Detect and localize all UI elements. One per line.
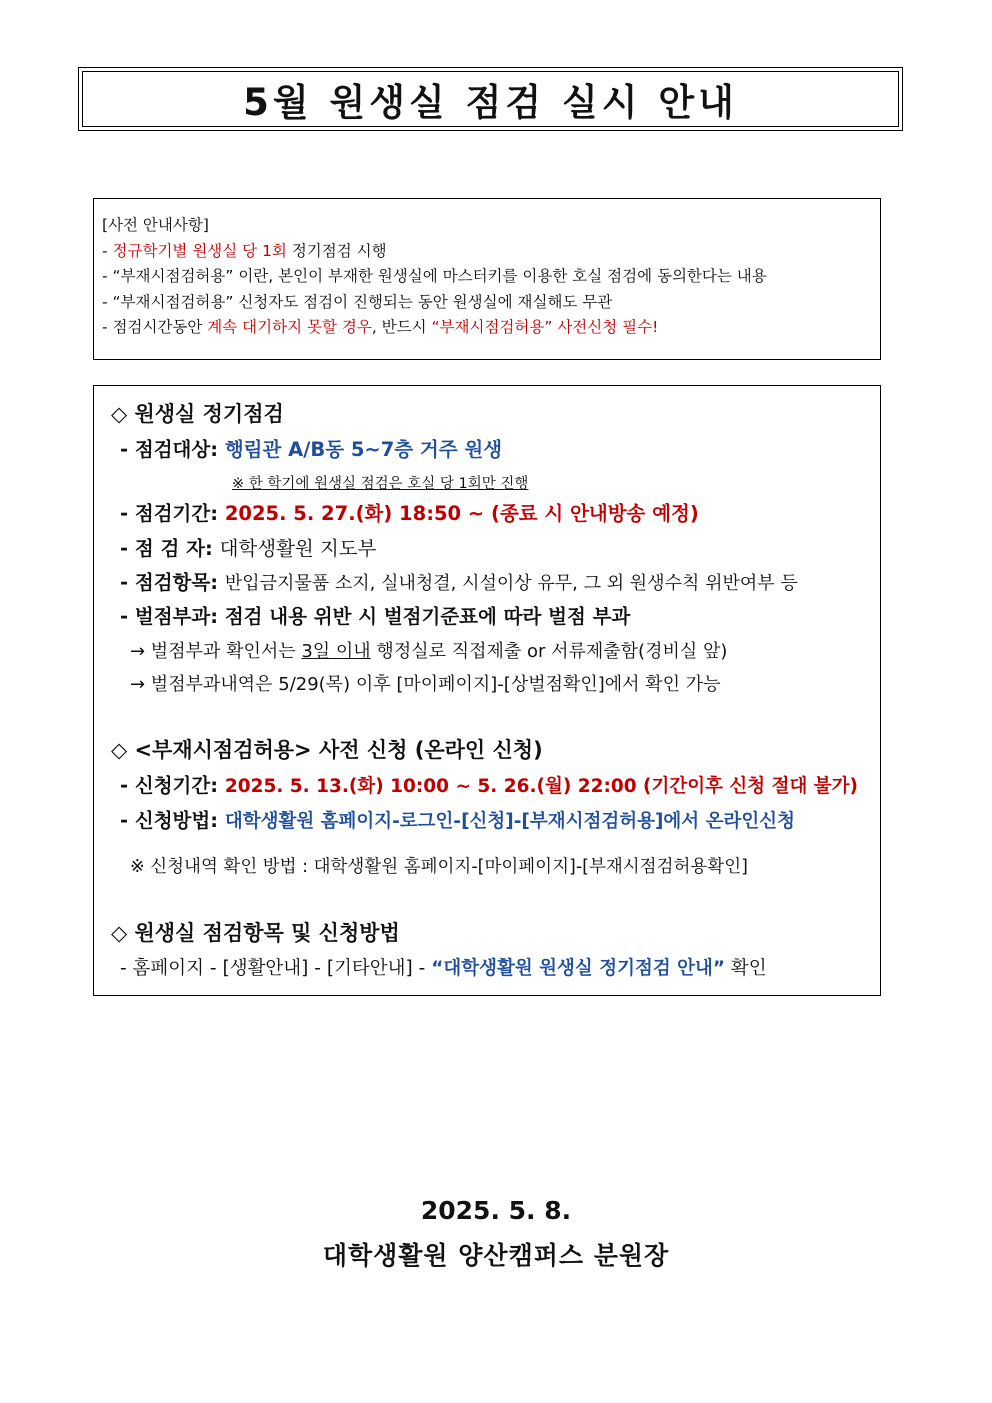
inspection-target-note: ※ 한 학기에 원생실 점검은 호실 당 1회만 진행 bbox=[232, 476, 529, 492]
main-info-box bbox=[93, 385, 881, 996]
notice-line-4-highlight-2: “부재시점검허용” 사전신청 필수! bbox=[431, 318, 659, 336]
penalty-arrow-1-a: → 벌점부과 확인서는 bbox=[130, 641, 302, 662]
section-1-heading: ◇ 원생실 정기점검 bbox=[111, 402, 284, 426]
document-date: 2025. 5. 8. bbox=[420, 1196, 572, 1225]
prior-notice-box bbox=[93, 198, 881, 360]
notice-line-4-a: - 점검시간동안 bbox=[102, 318, 208, 336]
inspection-period-value: 2025. 5. 27.(화) 18:50 ~ (종료 시 안내방송 예정) bbox=[224, 502, 699, 525]
inspection-period bbox=[120, 498, 699, 526]
application-method-value: 대학생활원 홈페이지-로그인-[신청]-[부재시점검허용]에서 온라인신청 bbox=[224, 811, 795, 832]
issuing-organization: 대학생활원 양산캠퍼스 분원장 bbox=[322, 1241, 670, 1270]
page-title: 5월 원생실 점검 실시 안내 bbox=[82, 71, 899, 127]
notice-line-4-highlight-1: 계속 대기하지 못할 경우 bbox=[207, 318, 372, 336]
application-check-note: ※ 신청내역 확인 방법 : 대학생활원 홈페이지-[마이페이지]-[부재시점검허용확인] bbox=[130, 857, 748, 877]
inspector bbox=[120, 533, 376, 561]
notice-line-4-b: , 반드시 bbox=[371, 318, 432, 336]
inspection-target bbox=[120, 434, 502, 462]
notice-line-4 bbox=[102, 315, 880, 341]
inspector-value: 대학생활원 지도부 bbox=[219, 537, 377, 560]
notice-line-1-rest: 정기점검 시행 bbox=[286, 241, 387, 260]
penalty-arrow-1-b: 행정실로 직접제출 or 서류제출함(경비실 앞) bbox=[370, 641, 728, 662]
application-method bbox=[120, 805, 795, 833]
inspection-items bbox=[120, 567, 798, 595]
notice-line-2: - “부재시점검허용” 이란, 본인이 부재한 원생실에 마스터키를 이용한 호실 점검에 동의한다는 내용 bbox=[102, 267, 767, 285]
application-period-label: - 신청기간: bbox=[120, 774, 225, 797]
penalty-arrow-2: → 벌점부과내역은 5/29(목) 이후 [마이페이지]-[상벌점확인]에서 확인 가능 bbox=[130, 674, 721, 695]
penalty-line: - 벌점부과: 점검 내용 위반 시 벌점기준표에 따라 벌점 부과 bbox=[120, 605, 631, 628]
section-2-heading: ◇ <부재시점검허용> 사전 신청 (온라인 신청) bbox=[111, 738, 543, 762]
application-period bbox=[120, 770, 858, 798]
homepage-path-text: - 홈페이지 - [생활안내] - [기타안내] - bbox=[120, 958, 432, 979]
notice-line-1 bbox=[102, 239, 880, 265]
notice-header: [사전 안내사항] bbox=[102, 216, 209, 234]
penalty-arrow-1 bbox=[130, 637, 727, 663]
inspector-label: - 점 검 자: bbox=[120, 537, 220, 560]
application-method-label: - 신청방법: bbox=[120, 809, 225, 832]
homepage-guide-link-text: “대학생활원 원생실 정기점검 안내” bbox=[431, 958, 726, 979]
homepage-path-suffix: 확인 bbox=[725, 958, 767, 979]
title-frame bbox=[78, 67, 903, 131]
application-period-value: 2025. 5. 13.(화) 10:00 ~ 5. 26.(월) 22:00 (기간이후 신청 절대 불가) bbox=[224, 776, 858, 797]
homepage-path bbox=[120, 954, 767, 980]
inspection-items-value: 반입금지물품 소지, 실내청결, 시설이상 유무, 그 외 원생수칙 위반여부 등 bbox=[224, 573, 798, 594]
penalty-arrow-1-deadline: 3일 이내 bbox=[301, 641, 371, 662]
inspection-target-label: - 점검대상: bbox=[120, 438, 225, 461]
notice-line-3: - “부재시점검허용” 신청자도 점검이 진행되는 동안 원생실에 재실해도 무관 bbox=[102, 292, 613, 311]
inspection-items-label: - 점검항목: bbox=[120, 571, 225, 594]
inspection-target-value: 행림관 A/B동 5~7층 거주 원생 bbox=[224, 438, 503, 461]
inspection-period-label: - 점검기간: bbox=[120, 502, 225, 525]
section-3-heading: ◇ 원생실 점검항목 및 신청방법 bbox=[111, 921, 400, 945]
notice-line-1-highlight: 정규학기별 원생실 당 1회 bbox=[112, 241, 287, 260]
notice-line-1-dash: - bbox=[102, 241, 113, 260]
